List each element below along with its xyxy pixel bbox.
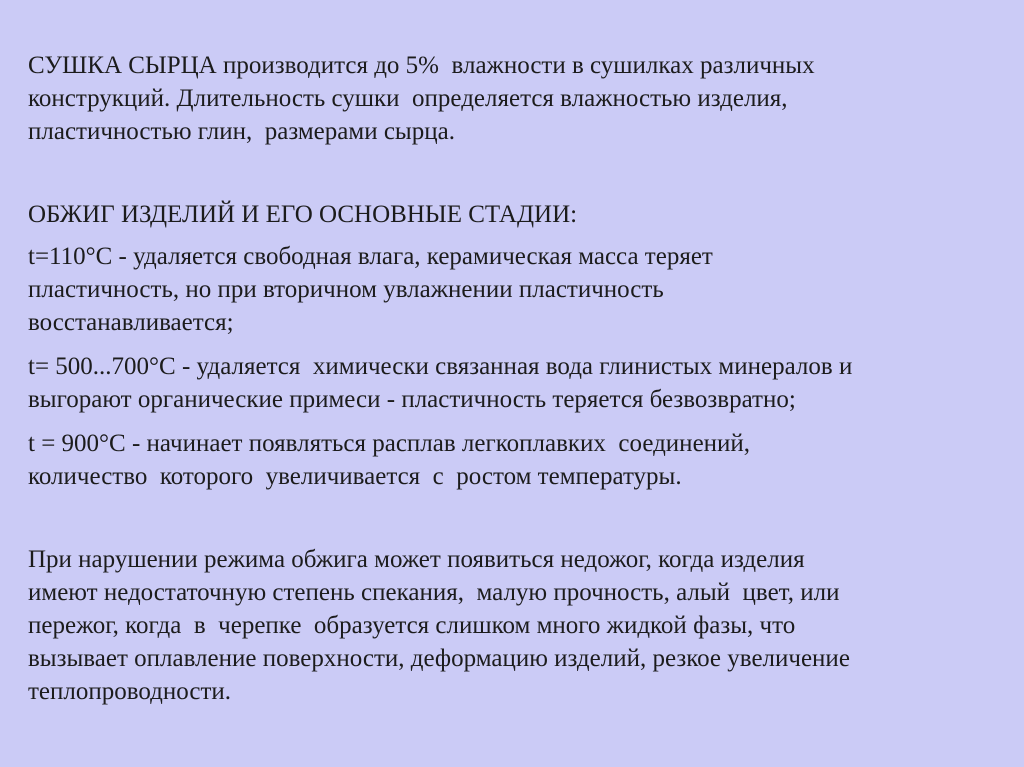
firing-violations-paragraph — [28, 543, 1003, 708]
stage-line: количество которого увеличивается с ростом температуры. — [28, 463, 682, 490]
violations-line: вызывает оплавление поверхности, деформацию изделий, резкое увеличение — [28, 645, 850, 672]
violations-line: теплопроводности. — [28, 678, 232, 705]
drying-line: пластичностью глин, размерами сырца. — [28, 118, 455, 145]
stage-line: выгорают органические примеси - пластичность теряется безвозвратно; — [28, 386, 796, 413]
drying-line: конструкций. Длительность сушки определяется влажностью изделия, — [28, 85, 788, 112]
stage-110-paragraph — [28, 240, 1003, 339]
stage-line: t=110°С - удаляется свободная влага, керамическая масса теряет — [28, 243, 713, 270]
stage-900-paragraph — [28, 427, 1003, 493]
firing-heading-text: ОБЖИГ ИЗДЕЛИЙ И ЕГО ОСНОВНЫЕ СТАДИИ: — [28, 201, 578, 228]
violations-line: При нарушении режима обжига может появиться недожог, когда изделия — [28, 546, 805, 573]
stage-line: пластичность, но при вторичном увлажнении пластичность — [28, 276, 664, 303]
stage-line: t= 500...700°С - удаляется химически связанная вода глинистых минералов и — [28, 353, 853, 380]
stage-500-700-paragraph — [28, 350, 1003, 416]
drying-paragraph — [28, 49, 1003, 148]
drying-line: СУШКА СЫРЦА производится до 5% влажности в сушилках различных — [28, 52, 815, 79]
stage-line: восстанавливается; — [28, 309, 234, 336]
violations-line: пережог, когда в черепке образуется слишком много жидкой фазы, что — [28, 612, 796, 639]
violations-line: имеют недостаточную степень спекания, малую прочность, алый цвет, или — [28, 579, 840, 606]
firing-heading — [28, 198, 1003, 231]
stage-line: t = 900°С - начинает появляться расплав легкоплавких соединений, — [28, 430, 751, 457]
